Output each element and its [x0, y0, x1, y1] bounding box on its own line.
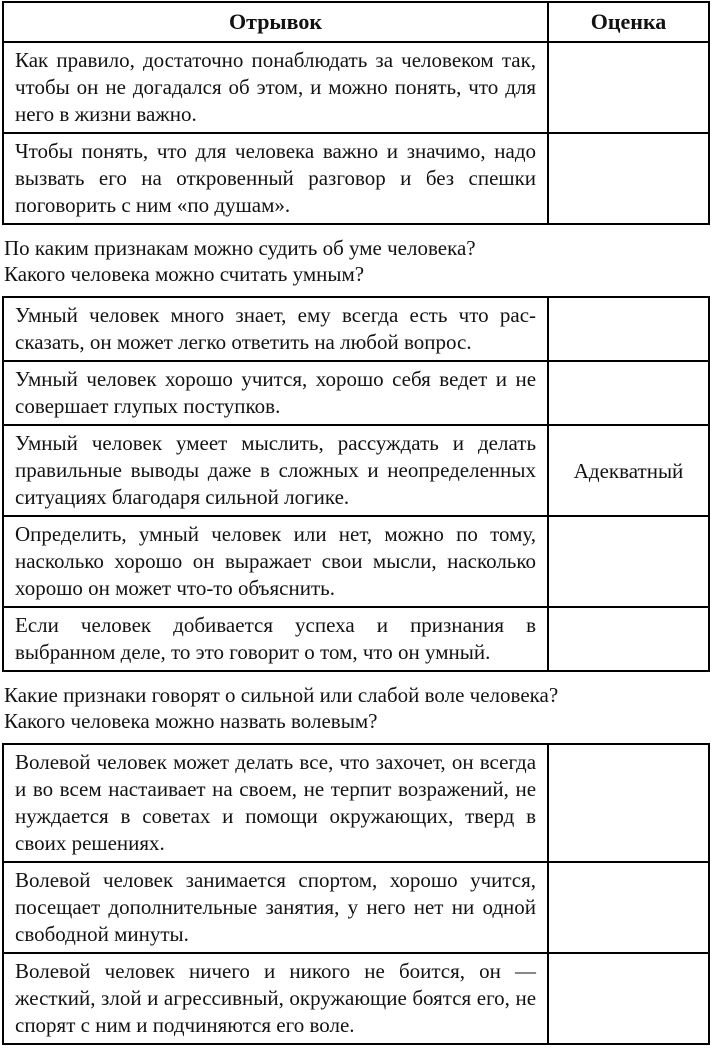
excerpt-cell: Умный человек много знает, ему всегда есть что рассказать, он может легко ответить на любой вопрос.: [3, 297, 548, 361]
score-cell: [548, 744, 709, 862]
question-line: По каким признакам можно судить об уме человека?: [4, 236, 476, 260]
score-cell: [548, 42, 709, 133]
column-header-score: Оценка: [548, 2, 709, 42]
excerpt-cell: Волевой человек занимается спортом, хорошо учится, посещает дополнительные занятия, у него нет ни одной свободной минуты.: [3, 862, 548, 953]
question-prompt-1: [4, 235, 710, 287]
question-line: Какие признаки говорят о сильной или слабой воле человека?: [4, 683, 559, 707]
table-header-row: [3, 2, 709, 42]
table-row: [3, 297, 709, 361]
score-cell: [548, 607, 709, 671]
column-header-excerpt: Отрывок: [3, 2, 548, 42]
excerpt-cell: Если человек добивается успеха и признания в выбранном деле, то это говорит о том, что он умный.: [3, 607, 548, 671]
score-cell: [548, 862, 709, 953]
excerpt-evaluation-table-2: [2, 296, 710, 672]
excerpt-cell: Чтобы понять, что для человека важно и значимо, надо вызвать его на откровенный разговор и без спешки поговорить с ним «по душам».: [3, 133, 548, 224]
table-row: [3, 133, 709, 224]
table-row: [3, 42, 709, 133]
score-cell-adequate: Адекватный: [548, 425, 709, 516]
excerpt-cell: Определить, умный человек или нет, можно по тому, насколько хорошо он выражает свои мысли, насколько хорошо он может что-то объяснить.: [3, 516, 548, 607]
table-row: [3, 516, 709, 607]
score-cell: [548, 133, 709, 224]
excerpt-cell: Волевой человек ничего и никого не боится, он — жесткий, злой и агрессивный, окружающие боятся его, не спорят с ним и подчиняются его воле.: [3, 953, 548, 1044]
excerpt-cell: Как правило, достаточно понаблюдать за человеком так, чтобы он не догадался об этом, и можно понять, что для него в жизни важно.: [3, 42, 548, 133]
table-row: [3, 607, 709, 671]
excerpt-evaluation-table-1: [2, 1, 710, 225]
table-row: [3, 361, 709, 425]
score-cell: [548, 297, 709, 361]
question-line: Какого человека можно назвать волевым?: [4, 709, 378, 733]
excerpt-cell: Умный человек хорошо учится, хорошо себя ведет и не совершает глупых поступков.: [3, 361, 548, 425]
table-row: [3, 744, 709, 862]
table-row: [3, 953, 709, 1044]
excerpt-cell: Умный человек умеет мыслить, рассуждать и делать правильные выводы даже в сложных и неопределенных ситуациях благодаря сильной логике.: [3, 425, 548, 516]
question-line: Какого человека можно считать умным?: [4, 262, 365, 286]
table-row: [3, 862, 709, 953]
excerpt-cell: Волевой человек может делать все, что захочет, он всегда и во всем настаивает на своем, не терпит возражений, не нуждается в советах и помощи окружающих, тверд в своих решениях.: [3, 744, 548, 862]
table-row: [3, 425, 709, 516]
score-cell: [548, 516, 709, 607]
excerpt-evaluation-table-3: [2, 743, 710, 1045]
score-cell: [548, 953, 709, 1044]
question-prompt-2: [4, 682, 710, 734]
score-cell: [548, 361, 709, 425]
